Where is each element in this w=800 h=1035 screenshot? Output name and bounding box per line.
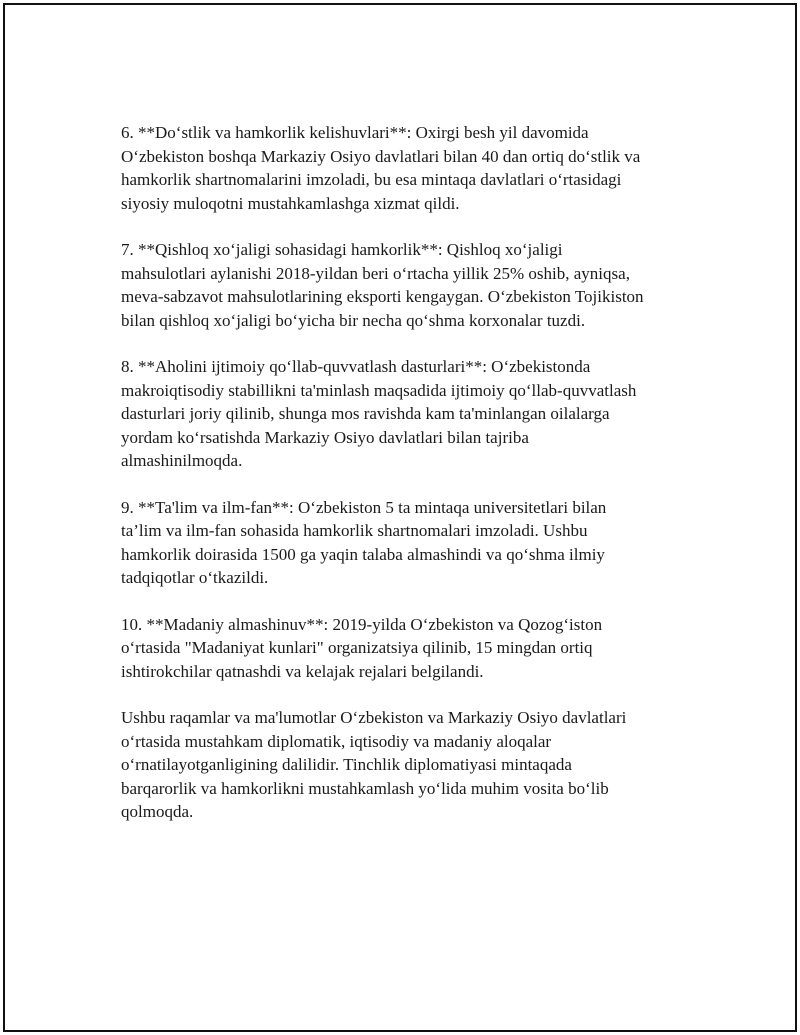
text-line: bilan qishloq xo‘jaligi bo‘yicha bir necha qo‘shma korxonalar tuzdi. bbox=[121, 310, 586, 330]
paragraph-social-support bbox=[121, 355, 701, 473]
document-body bbox=[121, 121, 701, 847]
text-line: qolmoqda. bbox=[121, 802, 194, 821]
paragraph-friendship-agreements bbox=[121, 121, 701, 215]
text-line: tadqiqotlar o‘tkazildi. bbox=[121, 568, 269, 587]
text-line: o‘rtasida "Madaniyat kunlari" organizatsiya qilinib, 15 mingdan ortiq bbox=[121, 638, 593, 657]
text-line: O‘zbekiston boshqa Markaziy Osiyo davlatlari bilan 40 dan ortiq do‘stlik va bbox=[121, 146, 641, 166]
paragraph-agriculture-cooperation bbox=[121, 238, 701, 332]
text-line: o‘rnatilayotganligining dalilidir. Tinchlik diplomatiyasi mintaqada bbox=[121, 755, 572, 774]
paragraph-conclusion bbox=[121, 706, 701, 824]
text-line: o‘rtasida mustahkam diplomatik, iqtisodiy va madaniy aloqalar bbox=[121, 731, 552, 751]
text-line: siyosiy muloqotni mustahkamlashga xizmat qildi. bbox=[121, 193, 460, 213]
text-line: Ushbu raqamlar va ma'lumotlar O‘zbekiston va Markaziy Osiyo davlatlari bbox=[121, 708, 627, 727]
text-line: 9. **Ta'lim va ilm-fan**: O‘zbekiston 5 ta mintaqa universitetlari bilan bbox=[121, 497, 607, 517]
text-line: yordam ko‘rsatishda Markaziy Osiyo davlatlari bilan tajriba bbox=[121, 427, 529, 447]
text-line: 7. **Qishloq xo‘jaligi sohasidagi hamkorlik**: Qishloq xo‘jaligi bbox=[121, 240, 563, 259]
text-line: 6. **Do‘stlik va hamkorlik kelishuvlari**: Oxirgi besh yil davomida bbox=[121, 123, 589, 142]
text-line: hamkorlik doirasida 1500 ga yaqin talaba almashindi va qo‘shma ilmiy bbox=[121, 544, 605, 564]
text-line: barqarorlik va hamkorlikni mustahkamlash yo‘lida muhim vosita bo‘lib bbox=[121, 778, 609, 798]
text-line: 10. **Madaniy almashinuv**: 2019-yilda O‘zbekiston va Qozog‘iston bbox=[121, 614, 603, 634]
text-line: 8. **Aholini ijtimoiy qo‘llab-quvvatlash dasturlari**: O‘zbekistonda bbox=[121, 357, 591, 376]
text-line: ishtirokchilar qatnashdi va kelajak rejalari belgilandi. bbox=[121, 661, 484, 681]
text-line: mahsulotlari aylanishi 2018-yildan beri o‘rtacha yillik 25% oshib, ayniqsa, bbox=[121, 263, 630, 283]
paragraph-education-science bbox=[121, 496, 701, 590]
text-line: hamkorlik shartnomalarini imzoladi, bu esa mintaqa davlatlari o‘rtasidagi bbox=[121, 170, 622, 189]
text-line: ta’lim va ilm-fan sohasida hamkorlik shartnomalari imzoladi. Ushbu bbox=[121, 521, 588, 540]
paragraph-cultural-exchange bbox=[121, 613, 701, 684]
page-frame bbox=[3, 3, 797, 1032]
text-line: makroiqtisodiy stabillikni ta'minlash maqsadida ijtimoiy qo‘llab-quvvatlash bbox=[121, 380, 637, 400]
text-line: almashinilmoqda. bbox=[121, 451, 243, 470]
text-line: dasturlari joriy qilinib, shunga mos ravishda kam ta'minlangan oilalarga bbox=[121, 404, 610, 423]
text-line: meva-sabzavot mahsulotlarining eksporti kengaygan. O‘zbekiston Tojikiston bbox=[121, 287, 644, 306]
